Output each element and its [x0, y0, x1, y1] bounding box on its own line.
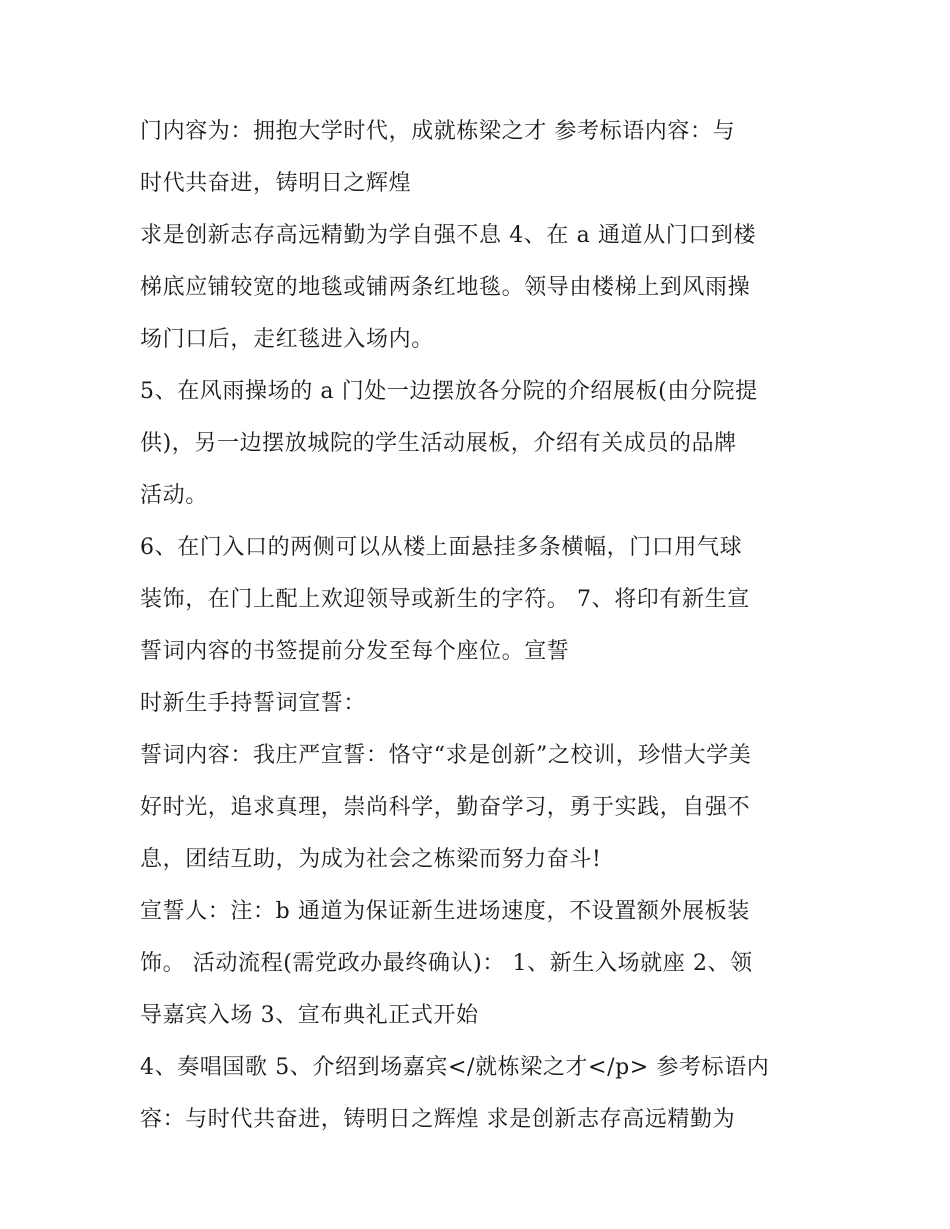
text-line: 梯底应铺较宽的地毯或铺两条红地毯。领导由楼梯上到风雨操 [140, 275, 751, 300]
paragraph-process-continued [140, 1042, 820, 1146]
text-line: 6、在门入口的两侧可以从楼上面悬挂多条横幅，门口用气球 [140, 535, 743, 560]
text-line: 门内容为：拥抱大学时代，成就栋梁之才 参考标语内容：与 [140, 119, 736, 144]
paragraph-slogan [140, 106, 820, 210]
paragraph-item-4 [140, 210, 820, 366]
paragraph-item-5 [140, 366, 820, 522]
text-line: 供)，另一边摆放城院的学生活动展板，介绍有关成员的品牌 [140, 431, 737, 456]
text-line: 活动。 [140, 483, 208, 508]
text-line: 饰。 活动流程(需党政办最终确认)： 1、新生入场就座 2、领 [140, 951, 753, 976]
paragraph-process [140, 886, 820, 1042]
text-line: 时代共奋进，铸明日之辉煌 [140, 171, 412, 196]
text-line: 场门口后，走红毯进入场内。 [140, 327, 434, 352]
text-line: 誓词内容的书签提前分发至每个座位。宣誓 [140, 639, 570, 664]
text-line: 4、奏唱国歌 5、介绍到场嘉宾</就栋梁之才</p> 参考标语内 [140, 1055, 770, 1080]
text-line: 宣誓人：注：b 通道为保证新生进场速度，不设置额外展板装 [140, 899, 750, 924]
text-line: 誓词内容：我庄严宣誓：恪守“求是创新”之校训，珍惜大学美 [140, 743, 752, 768]
text-line: 导嘉宾入场 3、宣布典礼正式开始 [140, 1003, 479, 1028]
text-line: 容：与时代共奋进，铸明日之辉煌 求是创新志存高远精勤为 [140, 1107, 736, 1132]
text-line: 时新生手持誓词宣誓： [140, 691, 367, 716]
document-body [140, 106, 820, 1146]
text-line: 息，团结互助，为成为社会之栋梁而努力奋斗! [140, 847, 602, 872]
text-line: 装饰，在门上配上欢迎领导或新生的字符。 7、将印有新生宣 [140, 587, 750, 612]
paragraph-oath-content [140, 730, 820, 886]
text-line: 求是创新志存高远精勤为学自强不息 4、在 a 通道从门口到楼 [140, 223, 757, 248]
paragraph-item-6-7 [140, 522, 820, 678]
text-line: 好时光，追求真理，崇尚科学，勤奋学习，勇于实践，自强不 [140, 795, 751, 820]
paragraph-oath-intro [140, 678, 820, 730]
text-line: 5、在风雨操场的 a 门处一边摆放各分院的介绍展板(由分院提 [140, 379, 758, 404]
